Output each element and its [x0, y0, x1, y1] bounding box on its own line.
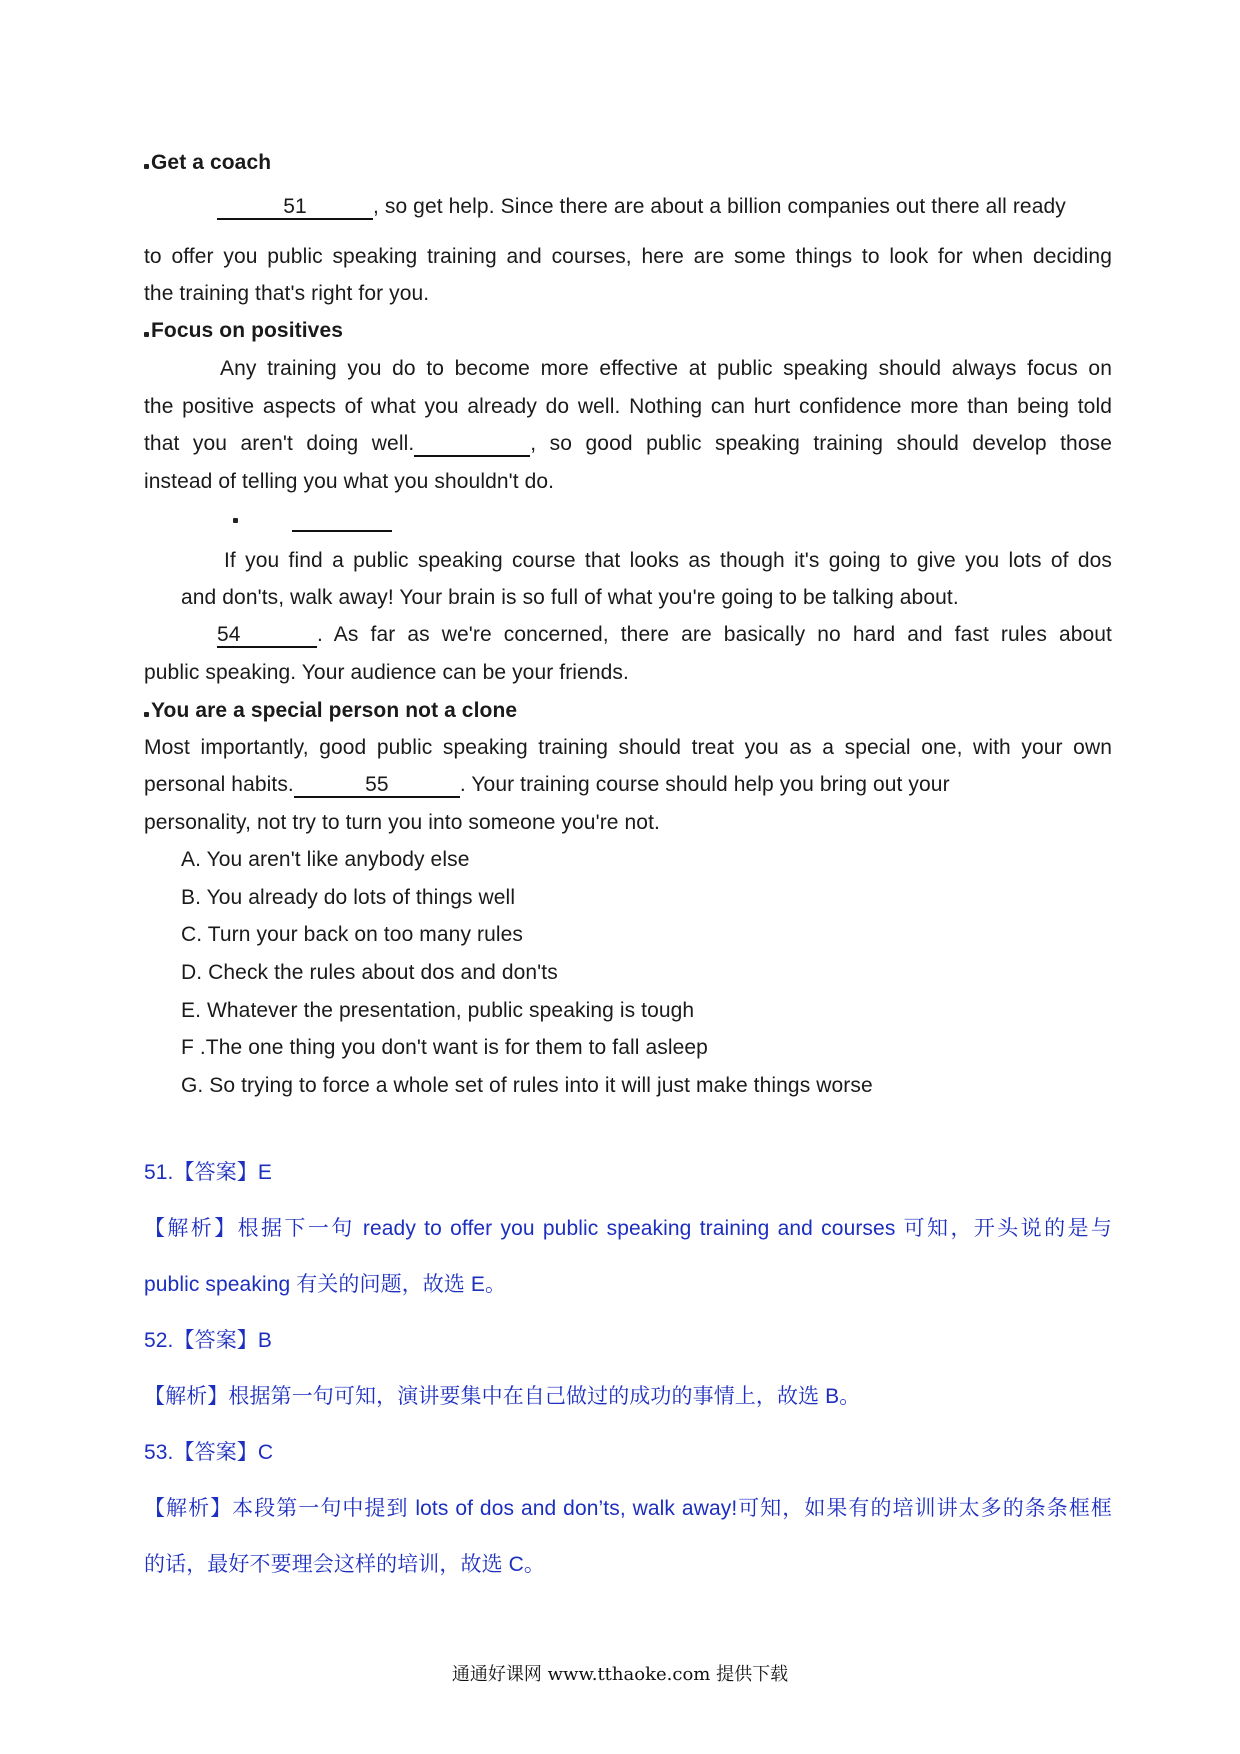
text-span: , so good public speaking training should develop those — [530, 432, 1112, 455]
page-footer: 通通好课网 www.tthaoke.com 提供下载 — [451, 1664, 789, 1685]
paragraph-line: Most importantly, good public speaking training should treat you as a special one, with your own — [144, 736, 1112, 759]
option-item: E. Whatever the presentation, public speaking is tough — [181, 999, 695, 1022]
answer-51: 51.【答案】E — [144, 1161, 272, 1184]
option-item: D. Check the rules about dos and don'ts — [181, 961, 558, 984]
heading-marker — [144, 332, 149, 337]
text-span: . Your training course should help you bring out your — [459, 773, 950, 796]
text-span: personal habits. — [144, 773, 294, 796]
heading-marker — [144, 164, 149, 169]
heading-marker — [144, 712, 149, 717]
option-item: G. So trying to force a whole set of rules into it will just make things worse — [181, 1074, 873, 1097]
option-item: B. You already do lots of things well — [181, 886, 516, 909]
blank-51: 51 — [217, 196, 373, 220]
explanation-53-line1: 【解析】本段第一句中提到 lots of dos and don’ts, walk away!可知，如果有的培训讲太多的条条框框 — [144, 1497, 1112, 1520]
heading-get-a-coach: Get a coach — [151, 151, 272, 174]
answer-53: 53.【答案】C — [144, 1441, 274, 1464]
blank-52 — [414, 433, 530, 457]
paragraph-line: the positive aspects of what you already do well. Nothing can hurt confidence more than being told — [144, 395, 1112, 418]
heading-marker — [233, 518, 238, 523]
paragraph-line — [217, 194, 1066, 220]
paragraph-line: public speaking. Your audience can be your friends. — [144, 661, 629, 684]
text-span: . As far as we're concerned, there are basically no hard and fast rules about — [317, 623, 1112, 646]
explanation-51-line2: public speaking 有关的问题，故选 E。 — [144, 1273, 507, 1296]
answer-52: 52.【答案】B — [144, 1329, 272, 1352]
paragraph-line: the training that's right for you. — [144, 282, 430, 305]
paragraph-line — [217, 622, 1112, 648]
paragraph-line: and don'ts, walk away! Your brain is so full of what you're going to be talking about. — [181, 586, 959, 609]
heading-special-person: You are a special person not a clone — [151, 699, 518, 722]
paragraph-line: instead of telling you what you shouldn't do. — [144, 470, 555, 493]
option-item: C. Turn your back on too many rules — [181, 923, 523, 946]
paragraph-line: personality, not try to turn you into someone you're not. — [144, 811, 660, 834]
paragraph-line — [144, 431, 1112, 457]
option-item: A. You aren't like anybody else — [181, 848, 470, 871]
paragraph-line: Any training you do to become more effective at public speaking should always focus on — [220, 357, 1112, 380]
paragraph-line: to offer you public speaking training and courses, here are some things to look for when deciding — [144, 245, 1112, 268]
paragraph-line — [144, 772, 950, 798]
heading-focus-on-positives: Focus on positives — [151, 319, 343, 342]
text-span: that you aren't doing well. — [144, 432, 415, 455]
explanation-53-line2: 的话，最好不要理会这样的培训，故选 C。 — [144, 1553, 545, 1576]
option-item: F .The one thing you don't want is for them to fall asleep — [181, 1036, 708, 1059]
blank-54: 54 — [217, 624, 317, 648]
text-span: , so get help. Since there are about a billion companies out there all ready — [373, 195, 1066, 218]
paragraph-line: If you find a public speaking course that looks as though it's going to give you lots of dos — [224, 549, 1112, 572]
explanation-51-line1: 【解析】根据下一句 ready to offer you public speaking training and courses 可知，开头说的是与 — [144, 1217, 1112, 1240]
explanation-52: 【解析】根据第一句可知，演讲要集中在自己做过的成功的事情上，故选 B。 — [144, 1385, 861, 1408]
blank-53 — [292, 508, 392, 532]
blank-55: 55 — [294, 774, 460, 798]
